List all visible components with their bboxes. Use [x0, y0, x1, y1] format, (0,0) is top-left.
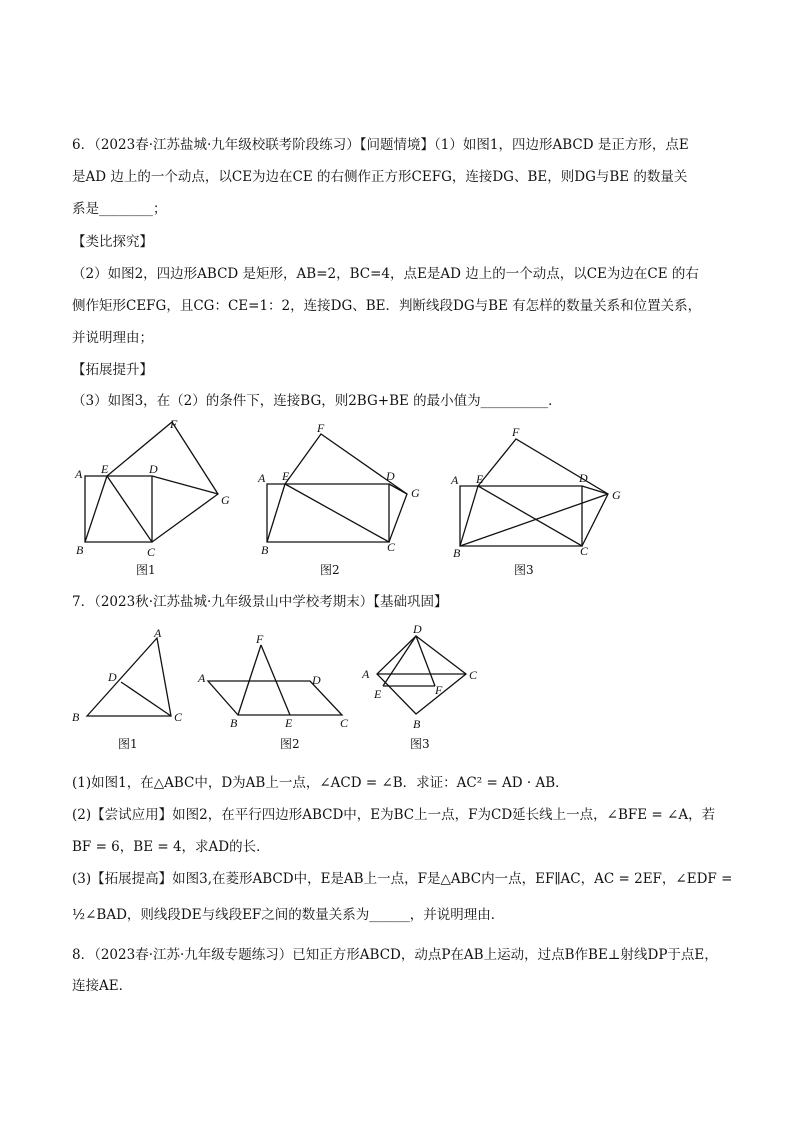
- label-g: G: [612, 488, 621, 502]
- label-b: B: [453, 546, 461, 560]
- label-c: C: [469, 668, 478, 682]
- q7-part3-line2: ½∠BAD，则线段DE与线段EF之间的数量关系为______，并说明理由．: [72, 907, 505, 923]
- label-b: B: [76, 543, 84, 557]
- q6-figure-3: [448, 412, 638, 562]
- segment-cd: [121, 682, 171, 716]
- label-d: D: [312, 673, 321, 687]
- q6-line3: 系是________；: [72, 201, 167, 217]
- q6-line4: （2）如图2，四边形ABCD 是矩形，AB=2，BC=4，点E是AD 边上的一个动点，以CE为边在CE 的右: [72, 266, 699, 282]
- q7-part1: (1)如图1，在△ABC中，D为AB上一点，∠ACD = ∠B．求证：AC² = AD · AB．: [72, 775, 569, 791]
- rect-cefg: [478, 439, 608, 546]
- label-a: A: [451, 473, 459, 487]
- segment-be: [267, 484, 285, 542]
- label-g: G: [221, 493, 230, 507]
- label-d: D: [579, 471, 588, 485]
- label-b: B: [72, 710, 80, 724]
- q6-caption-3: 图3: [514, 563, 534, 577]
- q6-section-analog: 【类比探究】: [72, 234, 153, 250]
- q7-figure-1: [65, 622, 195, 732]
- label-c: C: [147, 545, 156, 559]
- rect-abcd: [267, 484, 389, 542]
- label-d: D: [386, 469, 395, 483]
- label-e: E: [282, 469, 290, 483]
- q7-caption-2: 图2: [280, 737, 300, 751]
- parallelogram-abcd: [208, 681, 342, 715]
- segment-be: [85, 476, 107, 542]
- q6-line1: 6．（2023春·江苏盐城·九年级校联考阶段练习）【问题情境】（1）如图1，四边形ABCD 是正方形，点E: [72, 137, 689, 153]
- label-c: C: [174, 710, 183, 724]
- label-g: G: [411, 486, 420, 500]
- label-b: B: [413, 717, 421, 731]
- q7-part2-line2: BF = 6，BE = 4，求AD的长．: [72, 839, 270, 855]
- label-e: E: [374, 687, 382, 701]
- triangle-abc: [87, 638, 171, 716]
- square-cefg: [107, 422, 218, 542]
- label-e: E: [285, 716, 293, 730]
- label-c: C: [340, 716, 349, 730]
- q6-figure-2: [255, 412, 445, 562]
- q8-line1: 8．（2023春·江苏·九年级专题练习）已知正方形ABCD，动点P在AB上运动，过点B作BE⊥射线DP于点E，: [72, 947, 718, 963]
- q7-figure-2: [195, 632, 365, 732]
- q6-figure-1: [70, 412, 240, 562]
- label-c: C: [580, 544, 589, 558]
- label-a: A: [198, 671, 206, 685]
- label-d: D: [108, 670, 117, 684]
- segment-be: [460, 486, 478, 546]
- q7-caption-1: 图1: [118, 737, 138, 751]
- segment-dg: [389, 484, 407, 494]
- segment-fb: [238, 645, 261, 715]
- label-f: F: [435, 683, 443, 697]
- q7-figure-3: [358, 618, 488, 733]
- q6-caption-2: 图2: [320, 563, 340, 577]
- q6-line7: （3）如图3，在（2）的条件下，连接BG，则2BG+BE 的最小值为__________．: [72, 393, 562, 409]
- square-abcd: [85, 476, 152, 542]
- label-f: F: [256, 632, 264, 646]
- label-d: D: [149, 462, 158, 476]
- label-d: D: [413, 622, 422, 636]
- label-a: A: [258, 471, 266, 485]
- q6-line6: 并说明理由；: [72, 330, 153, 346]
- label-b: B: [261, 543, 269, 557]
- label-c: C: [387, 540, 396, 554]
- rect-abcd: [460, 486, 582, 546]
- label-f: F: [317, 421, 325, 435]
- segment-dg: [582, 486, 608, 494]
- label-e: E: [476, 472, 484, 486]
- q6-section-extend: 【拓展提升】: [72, 362, 153, 378]
- label-a: A: [154, 626, 162, 640]
- q7-part3-line1: (3)【拓展提高】如图3,在菱形ABCD中，E是AB上一点，F是△ABC内一点，EF∥AC，AC = 2EF，∠EDF =: [72, 871, 733, 887]
- label-b: B: [230, 716, 238, 730]
- label-a: A: [362, 667, 370, 681]
- label-e: E: [101, 462, 109, 476]
- q6-line5: 侧作矩形CEFG，且CG：CE=1：2，连接DG、BE．判断线段DG与BE 有怎样的数量关系和位置关系，: [72, 298, 702, 314]
- label-f: F: [170, 417, 178, 431]
- q6-caption-1: 图1: [136, 563, 156, 577]
- q7-line1: 7．（2023秋·江苏盐城·九年级景山中学校考期末）【基础巩固】: [72, 594, 448, 610]
- segment-de: [383, 636, 416, 686]
- segment-fe: [261, 645, 290, 715]
- label-f: F: [512, 425, 520, 439]
- q6-line2: 是AD 边上的一个动点，以CE为边在CE 的右侧作正方形CEFG，连接DG、BE，则DG与BE 的数量关: [72, 169, 688, 185]
- q7-part2-line1: (2)【尝试应用】如图2，在平行四边形ABCD中，E为BC上一点，F为CD延长线上一点，∠BFE = ∠A，若: [72, 807, 716, 823]
- label-a: A: [75, 467, 83, 481]
- q8-line2: 连接AE．: [72, 978, 133, 994]
- q7-caption-3: 图3: [410, 737, 430, 751]
